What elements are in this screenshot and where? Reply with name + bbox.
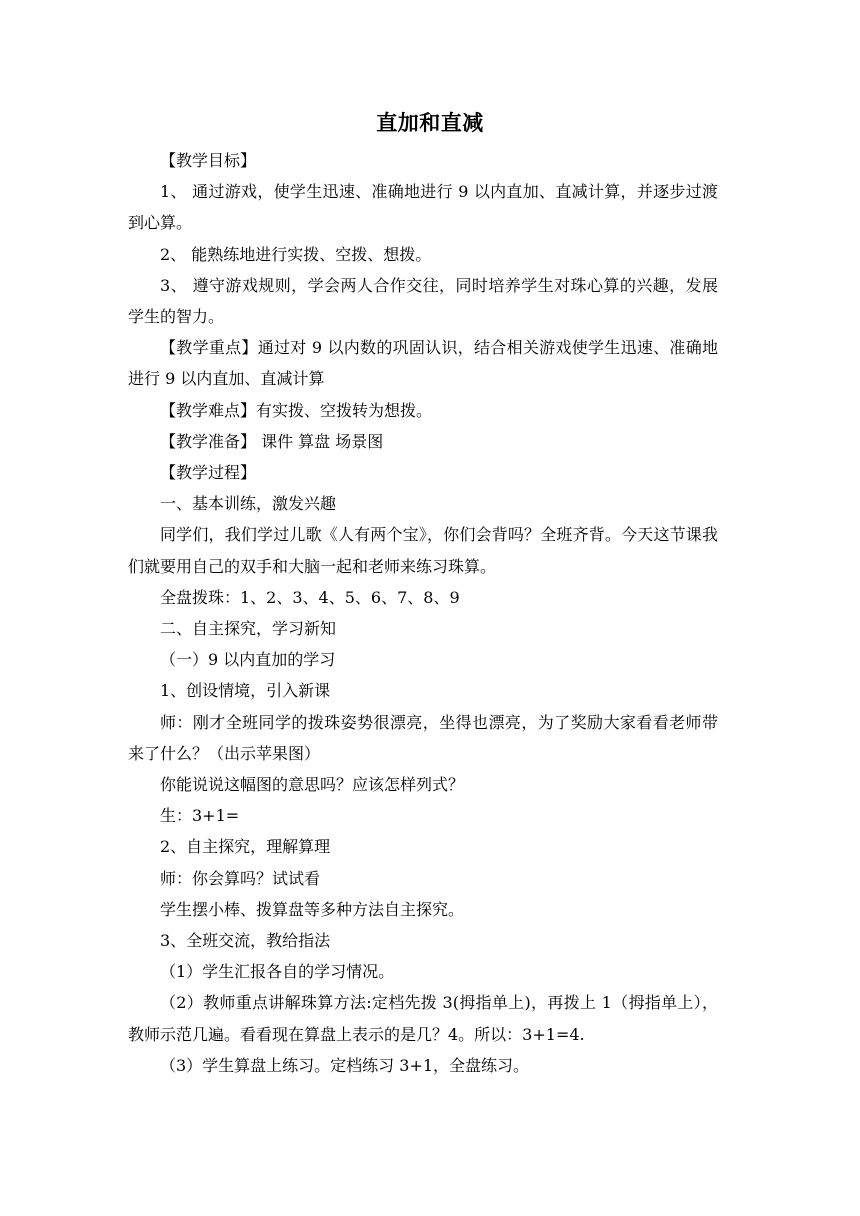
paragraph-full-abacus: 全盘拨珠：1、2、3、4、5、6、7、8、9: [160, 587, 460, 607]
key-points-paragraph: 【教学重点】通过对 9 以内数的巩固认识，结合相关游戏使学生迅速、准确地进行 9 以内直加、直减计算: [128, 338, 718, 389]
subheading-self-exploration: 二、自主探究，学习新知: [160, 619, 337, 639]
step-3-heading: 3、全班交流，教给指法: [160, 931, 331, 951]
paragraph-student-explore: 学生摆小棒、拨算盘等多种方法自主探究。: [160, 899, 465, 919]
paragraph-intro: 同学们，我们学过儿歌《人有两个宝》，你们会背吗？全班齐背。今天这节课我们就要用自己的双手和大脑一起和老师来练习珠算。: [128, 525, 718, 576]
objective-item-2: 2、 能熟练地进行实拨、空拨、想拨。: [160, 244, 432, 264]
preparation-paragraph: 【教学准备】 课件 算盘 场景图: [160, 431, 384, 451]
paragraph-student-answer: 生：3+1=: [160, 806, 240, 826]
substep-1: （1）学生汇报各自的学习情况。: [160, 962, 395, 982]
difficulties-paragraph: 【教学难点】有实拨、空拨转为想拨。: [160, 400, 433, 420]
page-title: 直加和直减: [376, 110, 484, 135]
step-2-heading: 2、自主探究，理解算理: [160, 837, 331, 857]
section-heading-objectives: 【教学目标】: [160, 151, 257, 170]
substep-3: （3）学生算盘上练习。定档练习 3+1，全盘练习。: [160, 1055, 530, 1075]
paragraph-question: 你能说说这幅图的意思吗？应该怎样列式？: [160, 775, 465, 795]
step-1-heading: 1、创设情境，引入新课: [160, 681, 331, 701]
paragraph-teacher-apple: 师：刚才全班同学的拨珠姿势很漂亮，坐得也漂亮，为了奖励大家看看老师带来了什么？（出示苹果图）: [128, 712, 718, 763]
paragraph-teacher-try: 师：你会算吗？试试看: [160, 868, 321, 888]
subheading-basic-training: 一、基本训练，激发兴趣: [160, 494, 337, 514]
substep-2: （2）教师重点讲解珠算方法:定档先拨 3(拇指单上)，再拨上 1（拇指单上），教师示范几遍。看看现在算盘上表示的是几？4。所以：3+1=4.: [128, 993, 718, 1044]
objective-item-3: 3、 遵守游戏规则，学会两人合作交往，同时培养学生对珠心算的兴趣，发展学生的智力。: [128, 275, 718, 327]
document-body: [128, 145, 718, 1081]
subheading-direct-addition: （一）9 以内直加的学习: [160, 650, 336, 670]
section-heading-process: 【教学过程】: [160, 463, 257, 483]
objective-item-1: 1、 通过游戏，使学生迅速、准确地进行 9 以内直加、直减计算，并逐步过渡到心算。: [128, 182, 718, 233]
